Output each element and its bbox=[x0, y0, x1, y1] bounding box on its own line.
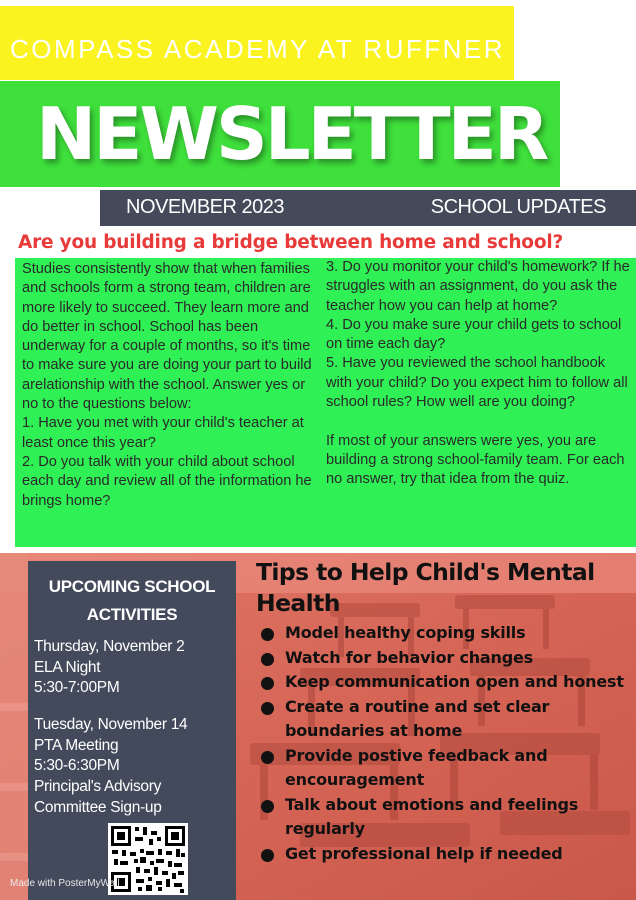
tips-title: Tips to Help Child's Mental Health bbox=[256, 558, 595, 617]
list-item: Talk about emotions and feelings regularly bbox=[258, 793, 630, 842]
bottom-section bbox=[0, 553, 636, 900]
event-date: Tuesday, November 14 bbox=[34, 716, 188, 733]
bullet-icon bbox=[261, 751, 274, 764]
qr-code[interactable] bbox=[108, 823, 188, 895]
list-item: Model healthy coping skills bbox=[258, 621, 630, 646]
event-pta-meeting bbox=[34, 715, 234, 777]
activities-sidebar bbox=[28, 561, 236, 900]
article-left-column bbox=[22, 260, 322, 511]
event-name: ELA Night bbox=[34, 658, 101, 676]
article-right-column bbox=[326, 258, 630, 490]
list-item: Create a routine and set clear boundaries at home bbox=[258, 695, 630, 744]
newsletter-title: NEWSLETTER bbox=[0, 81, 560, 187]
issue-date: NOVEMBER 2023 bbox=[126, 196, 285, 218]
bullet-icon bbox=[261, 628, 274, 641]
event-date: Thursday, November 2 bbox=[34, 638, 185, 655]
list-item: Provide postive feedback and encouragement bbox=[258, 744, 630, 793]
watermark: Made with PosterMyWall bbox=[10, 878, 120, 889]
list-item: Get professional help if needed bbox=[258, 842, 630, 867]
event-time: 5:30-7:00PM bbox=[34, 679, 120, 696]
article-body bbox=[15, 258, 636, 547]
advisory-signup-label: Principal's Advisory Committee Sign-up bbox=[34, 778, 162, 816]
question-3: 3. Do you monitor your child's homework? If he struggles with an assignment, do you ask the teacher how you can help at home? bbox=[326, 259, 630, 314]
article-headline: Are you building a bridge between home and school? bbox=[18, 232, 564, 253]
activities-title: UPCOMING SCHOOL ACTIVITIES bbox=[48, 577, 216, 624]
bullet-icon bbox=[261, 702, 274, 715]
event-time: 5:30-6:30PM bbox=[34, 757, 120, 774]
tips-list bbox=[258, 621, 630, 866]
question-1: 1. Have you met with your child's teacher at least once this year? bbox=[22, 415, 304, 451]
conclusion-paragraph: If most of your answers were yes, you are building a strong school-family team. For each no answer, try that idea from the quiz. bbox=[326, 432, 625, 488]
bullet-icon bbox=[261, 677, 274, 690]
bullet-icon bbox=[261, 653, 274, 666]
section-label: SCHOOL UPDATES bbox=[430, 196, 606, 218]
event-ela-night bbox=[34, 637, 234, 699]
date-bar bbox=[100, 190, 636, 226]
bullet-icon bbox=[261, 800, 274, 813]
school-name-banner: COMPASS ACADEMY AT RUFFNER bbox=[0, 6, 514, 80]
question-5: 5. Have you reviewed the school handbook with your child? Do you expect him to follow all school rules? How well are you doing? bbox=[326, 355, 628, 411]
question-2: 2. Do you talk with your child about school each day and review all of the information he brings home? bbox=[22, 453, 312, 509]
list-item: Watch for behavior changes bbox=[258, 646, 630, 671]
event-name: PTA Meeting bbox=[34, 736, 119, 754]
list-item: Keep communication open and honest bbox=[258, 670, 630, 695]
question-4: 4. Do you make sure your child gets to school on time each day? bbox=[326, 316, 622, 353]
spacer bbox=[326, 412, 630, 431]
bullet-icon bbox=[261, 849, 274, 862]
intro-paragraph: Studies consistently show that when families and schools form a strong team, children are more likely to succeed. They learn more and do better in school. School has been underway for a couple of months, so it's time to make sure you are doing your part to build arelationship with the school. Answer yes or no to the questions below: bbox=[22, 261, 312, 413]
